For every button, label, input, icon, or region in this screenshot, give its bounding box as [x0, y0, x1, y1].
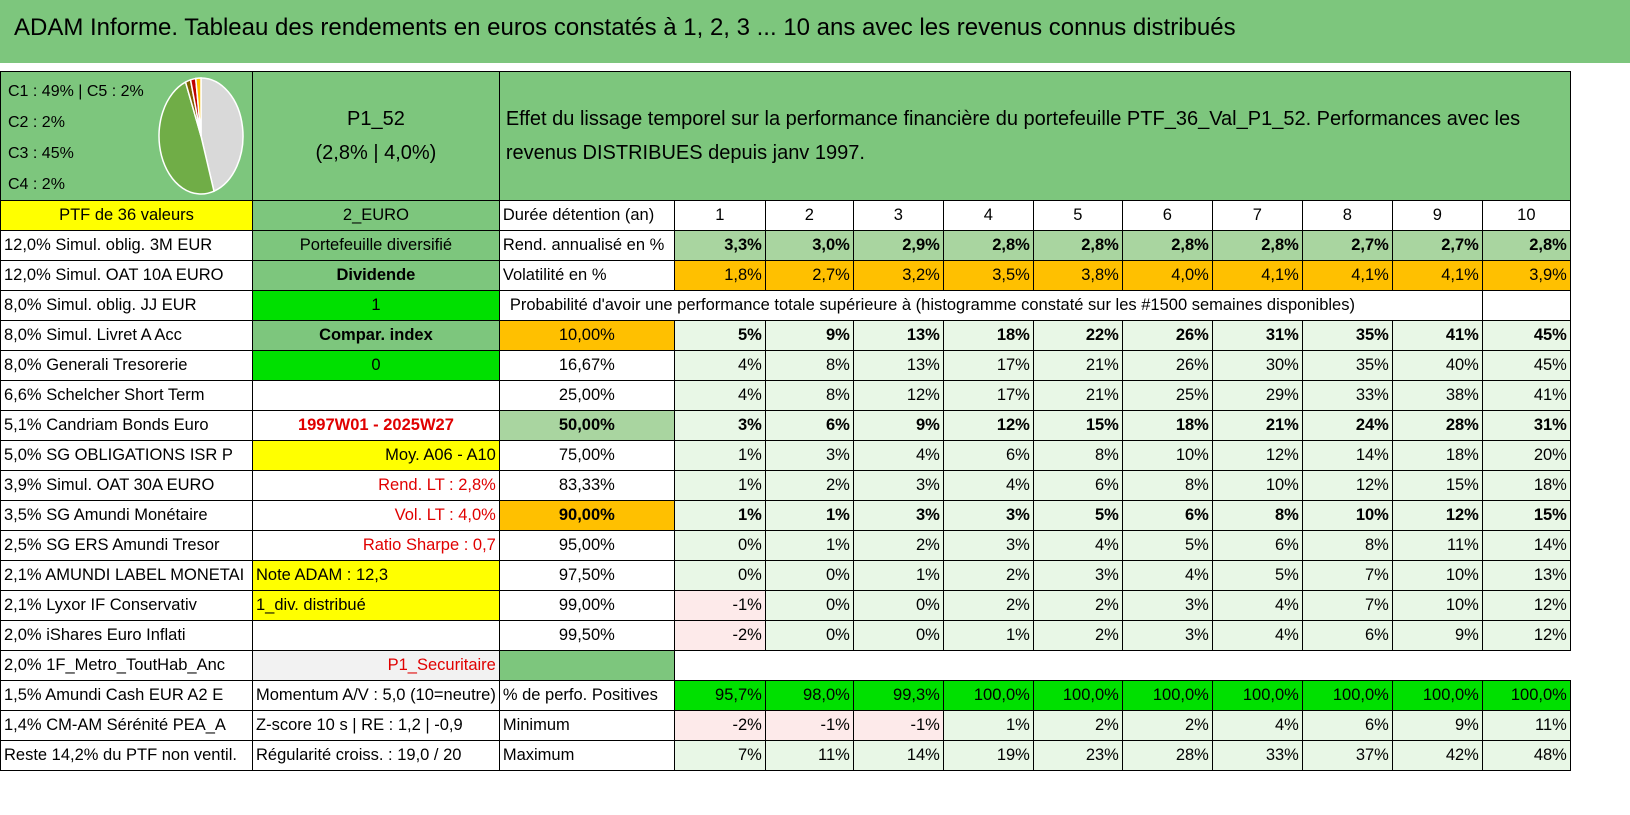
pos-value: 100,0% — [1392, 681, 1482, 711]
proba-value: 40% — [1392, 351, 1482, 381]
proba-value: -1% — [674, 591, 765, 621]
period: 1997W01 - 2025W27 — [253, 411, 500, 441]
max-value: 7% — [674, 741, 765, 771]
pos-value: 100,0% — [1302, 681, 1392, 711]
proba-value: 2% — [853, 531, 943, 561]
vol-value: 3,5% — [943, 261, 1033, 291]
holding: 8,0% Simul. oblig. JJ EUR — [1, 291, 253, 321]
year-header: 2 — [765, 201, 853, 231]
proba-value: 9% — [1392, 621, 1482, 651]
proba-value: 0% — [765, 561, 853, 591]
min-label: Minimum — [499, 711, 674, 741]
quantile: 99,50% — [499, 621, 674, 651]
proba-value: 1% — [765, 531, 853, 561]
proba-value: 1% — [674, 501, 765, 531]
dividend-label: Dividende — [253, 261, 500, 291]
holding: 1,4% CM-AM Sérénité PEA_A — [1, 711, 253, 741]
proba-value: 0% — [765, 621, 853, 651]
proba-value: 11% — [1392, 531, 1482, 561]
min-row — [1, 711, 1571, 741]
proba-value: 1% — [943, 621, 1033, 651]
proba-value: 3% — [943, 501, 1033, 531]
empty-cell — [674, 651, 1570, 681]
proba-value: 4% — [674, 351, 765, 381]
year-header: 8 — [1302, 201, 1392, 231]
min-value: -1% — [765, 711, 853, 741]
proba-value: 9% — [853, 411, 943, 441]
rend-value: 2,8% — [1122, 231, 1212, 261]
max-label: Maximum — [499, 741, 674, 771]
proba-row — [1, 471, 1571, 501]
holding: 12,0% Simul. OAT 10A EURO — [1, 261, 253, 291]
title-bar — [0, 0, 1630, 63]
vol-value: 4,0% — [1122, 261, 1212, 291]
proba-value: 10% — [1392, 561, 1482, 591]
description: Effet du lissage temporel sur la performance financière du portefeuille PTF_36_Val_P1_52. Performances avec les revenus DISTRIBUES depuis janv 1997. — [505, 108, 1521, 164]
proba-value: 22% — [1033, 321, 1122, 351]
holding: 5,0% SG OBLIGATIONS ISR P — [1, 441, 253, 471]
holding: 6,6% Schelcher Short Term — [1, 381, 253, 411]
proba-value: 8% — [765, 351, 853, 381]
pos-label: % de perfo. Positives — [499, 681, 674, 711]
proba-value: 17% — [943, 351, 1033, 381]
proba-value: 0% — [765, 591, 853, 621]
portfolio-summary — [253, 72, 500, 201]
max-value: 14% — [853, 741, 943, 771]
legend-box — [4, 72, 249, 200]
quantile: 50,00% — [499, 411, 674, 441]
separator — [0, 63, 1630, 71]
max-value: 48% — [1482, 741, 1570, 771]
proba-value: 15% — [1482, 501, 1570, 531]
min-value: 11% — [1482, 711, 1570, 741]
year-header: 3 — [853, 201, 943, 231]
proba-value: 10% — [1122, 441, 1212, 471]
quantile: 95,00% — [499, 531, 674, 561]
proba-value: 5% — [674, 321, 765, 351]
proba-value: 0% — [674, 531, 765, 561]
legend-item: C1 : 49% | C5 : 2% — [8, 83, 144, 100]
proba-value: 24% — [1302, 411, 1392, 441]
rend-value: 3,0% — [765, 231, 853, 261]
year-header: 1 — [674, 201, 765, 231]
proba-value: 1% — [674, 471, 765, 501]
duration-label: Durée détention (an) — [499, 201, 674, 231]
proba-value: 8% — [1212, 501, 1302, 531]
proba-value: 10% — [1302, 501, 1392, 531]
proba-value: 4% — [1033, 531, 1122, 561]
description-cell — [499, 72, 1570, 201]
momentum: Momentum A/V : 5,0 (10=neutre) — [253, 681, 500, 711]
vol-label: Volatilité en % — [499, 261, 674, 291]
proba-value: 21% — [1033, 351, 1122, 381]
holding: 8,0% Generali Tresorerie — [1, 351, 253, 381]
diversified-label: Portefeuille diversifié — [253, 231, 500, 261]
rend-value: 2,7% — [1392, 231, 1482, 261]
ptf-label: PTF de 36 valeurs — [1, 201, 253, 231]
max-value: 28% — [1122, 741, 1212, 771]
proba-value: 8% — [765, 381, 853, 411]
proba-value: 21% — [1212, 411, 1302, 441]
allocation-pie-chart — [156, 76, 246, 196]
proba-row — [1, 351, 1571, 381]
profile-row — [1, 651, 1571, 681]
pos-value: 99,3% — [853, 681, 943, 711]
proba-value: 26% — [1122, 351, 1212, 381]
proba-value: 12% — [1482, 621, 1570, 651]
vol-value: 3,8% — [1033, 261, 1122, 291]
max-value: 37% — [1302, 741, 1392, 771]
proba-value: 2% — [943, 591, 1033, 621]
min-value: 2% — [1033, 711, 1122, 741]
min-value: -1% — [853, 711, 943, 741]
year-header: 4 — [943, 201, 1033, 231]
proba-value: 4% — [1212, 621, 1302, 651]
year-header: 7 — [1212, 201, 1302, 231]
max-value: 33% — [1212, 741, 1302, 771]
proba-row — [1, 531, 1571, 561]
rend-label: Rend. annualisé en % — [499, 231, 674, 261]
max-value: 19% — [943, 741, 1033, 771]
min-value: 1% — [943, 711, 1033, 741]
proba-value: 1% — [674, 441, 765, 471]
pos-value: 100,0% — [943, 681, 1033, 711]
proba-value: 12% — [1392, 501, 1482, 531]
proba-value: 26% — [1122, 321, 1212, 351]
holding: 3,5% SG Amundi Monétaire — [1, 501, 253, 531]
proba-value: 0% — [853, 621, 943, 651]
proba-value: 14% — [1482, 531, 1570, 561]
proba-value: 20% — [1482, 441, 1570, 471]
years-header-row — [1, 201, 1571, 231]
holding: 5,1% Candriam Bonds Euro — [1, 411, 253, 441]
quantile: 10,00% — [499, 321, 674, 351]
proba-value: 13% — [853, 351, 943, 381]
proba-value: 8% — [1302, 531, 1392, 561]
proba-value: 41% — [1392, 321, 1482, 351]
proba-value: 3% — [1122, 621, 1212, 651]
rend-value: 2,9% — [853, 231, 943, 261]
rend-lt: Rend. LT : 2,8% — [253, 471, 500, 501]
holding: 3,9% Simul. OAT 30A EURO — [1, 471, 253, 501]
vol-lt: Vol. LT : 4,0% — [253, 501, 500, 531]
proba-value: 33% — [1302, 381, 1392, 411]
proba-value: 18% — [1122, 411, 1212, 441]
proba-value: 6% — [943, 441, 1033, 471]
rend-row — [1, 231, 1571, 261]
pos-value: 100,0% — [1212, 681, 1302, 711]
quantile: 83,33% — [499, 471, 674, 501]
proba-row — [1, 321, 1571, 351]
proba-value: 4% — [1212, 591, 1302, 621]
note-adam: Note ADAM : 12,3 — [253, 561, 500, 591]
legend-item: C3 : 45% — [8, 145, 74, 162]
quantile: 99,00% — [499, 591, 674, 621]
pos-value: 95,7% — [674, 681, 765, 711]
div-distributed: 1_div. distribué — [253, 591, 500, 621]
vol-value: 3,9% — [1482, 261, 1570, 291]
vol-value: 4,1% — [1212, 261, 1302, 291]
proba-value: 17% — [943, 381, 1033, 411]
proba-value: 0% — [674, 561, 765, 591]
max-value: 42% — [1392, 741, 1482, 771]
dividend-value: 1 — [253, 291, 500, 321]
empty-cell — [253, 381, 500, 411]
proba-value: 5% — [1212, 561, 1302, 591]
vol-value: 4,1% — [1302, 261, 1392, 291]
proba-row — [1, 621, 1571, 651]
proba-value: 38% — [1392, 381, 1482, 411]
proba-value: 3% — [765, 441, 853, 471]
proba-value: 28% — [1392, 411, 1482, 441]
proba-title-row — [1, 291, 1571, 321]
zscore: Z-score 10 s | RE : 1,2 | -0,9 — [253, 711, 500, 741]
proba-value: 0% — [853, 591, 943, 621]
empty-cell — [253, 621, 500, 651]
proba-value: 45% — [1482, 351, 1570, 381]
proba-value: 6% — [765, 411, 853, 441]
proba-title: Probabilité d'avoir une performance totale supérieure à (histogramme constaté sur les #1500 semaines disponibles) — [499, 291, 1482, 321]
proba-value: 5% — [1122, 531, 1212, 561]
holding: 8,0% Simul. Livret A Acc — [1, 321, 253, 351]
proba-value: 1% — [853, 561, 943, 591]
holding: 2,1% AMUNDI LABEL MONETAI — [1, 561, 253, 591]
proba-value: 4% — [853, 441, 943, 471]
proba-row — [1, 591, 1571, 621]
page-title: ADAM Informe. Tableau des rendements en euros constatés à 1, 2, 3 ... 10 ans avec les revenus connus distribués — [14, 14, 1236, 41]
sharpe: Ratio Sharpe : 0,7 — [253, 531, 500, 561]
proba-value: 18% — [943, 321, 1033, 351]
rend-value: 3,3% — [674, 231, 765, 261]
proba-value: 30% — [1212, 351, 1302, 381]
proba-value: 2% — [765, 471, 853, 501]
max-row — [1, 741, 1571, 771]
pos-value: 100,0% — [1482, 681, 1570, 711]
rend-value: 2,8% — [943, 231, 1033, 261]
proba-value: 4% — [674, 381, 765, 411]
proba-value: 12% — [1302, 471, 1392, 501]
proba-value: 9% — [765, 321, 853, 351]
max-value: 11% — [765, 741, 853, 771]
proba-value: 6% — [1212, 531, 1302, 561]
pos-value: 100,0% — [1033, 681, 1122, 711]
composition-legend — [1, 72, 253, 201]
proba-value: 3% — [943, 531, 1033, 561]
proba-value: 35% — [1302, 321, 1392, 351]
header-block — [1, 72, 1571, 201]
proba-value: 1% — [765, 501, 853, 531]
proba-value: 2% — [1033, 591, 1122, 621]
pos-value: 100,0% — [1122, 681, 1212, 711]
proba-value: 31% — [1212, 321, 1302, 351]
proba-value: 2% — [943, 561, 1033, 591]
rend-value: 2,8% — [1212, 231, 1302, 261]
proba-row — [1, 441, 1571, 471]
proba-value: 10% — [1392, 591, 1482, 621]
proba-row — [1, 501, 1571, 531]
proba-value: 10% — [1212, 471, 1302, 501]
proba-value: 3% — [674, 411, 765, 441]
legend-item: C2 : 2% — [8, 114, 65, 131]
proba-value: 12% — [853, 381, 943, 411]
max-value: 23% — [1033, 741, 1122, 771]
holding: 1,5% Amundi Cash EUR A2 E — [1, 681, 253, 711]
proba-value: 4% — [1122, 561, 1212, 591]
empty-cell — [1482, 291, 1570, 321]
proba-value: 6% — [1122, 501, 1212, 531]
holding: 2,1% Lyxor IF Conservativ — [1, 591, 253, 621]
pos-value: 98,0% — [765, 681, 853, 711]
legend-item: C4 : 2% — [8, 176, 65, 193]
proba-value: 6% — [1033, 471, 1122, 501]
proba-value: 14% — [1302, 441, 1392, 471]
proba-value: 7% — [1302, 561, 1392, 591]
vol-row — [1, 261, 1571, 291]
empty-cell — [499, 651, 674, 681]
compar-value: 0 — [253, 351, 500, 381]
year-header: 10 — [1482, 201, 1570, 231]
quantile: 90,00% — [499, 501, 674, 531]
rend-value: 2,7% — [1302, 231, 1392, 261]
proba-value: 25% — [1122, 381, 1212, 411]
vol-value: 3,2% — [853, 261, 943, 291]
min-value: 4% — [1212, 711, 1302, 741]
currency-label: 2_EURO — [253, 201, 500, 231]
holding: 2,0% 1F_Metro_ToutHab_Anc — [1, 651, 253, 681]
proba-value: 4% — [943, 471, 1033, 501]
proba-value: 3% — [1033, 561, 1122, 591]
min-value: 9% — [1392, 711, 1482, 741]
proba-value: 8% — [1122, 471, 1212, 501]
compar-label: Compar. index — [253, 321, 500, 351]
proba-value: 18% — [1482, 471, 1570, 501]
quantile: 75,00% — [499, 441, 674, 471]
proba-value: -2% — [674, 621, 765, 651]
vol-value: 2,7% — [765, 261, 853, 291]
profile-label: P1_Securitaire — [253, 651, 500, 681]
rend-value: 2,8% — [1033, 231, 1122, 261]
holding: 2,5% SG ERS Amundi Tresor — [1, 531, 253, 561]
portfolio-stats: (2,8% | 4,0%) — [315, 142, 437, 164]
proba-value: 13% — [1482, 561, 1570, 591]
vol-value: 1,8% — [674, 261, 765, 291]
proba-value: 18% — [1392, 441, 1482, 471]
proba-value: 3% — [853, 471, 943, 501]
proba-row — [1, 381, 1571, 411]
proba-value: 7% — [1302, 591, 1392, 621]
min-value: 2% — [1122, 711, 1212, 741]
proba-value: 3% — [853, 501, 943, 531]
min-value: 6% — [1302, 711, 1392, 741]
proba-value: 21% — [1033, 381, 1122, 411]
holding: Reste 14,2% du PTF non ventil. — [1, 741, 253, 771]
year-header: 6 — [1122, 201, 1212, 231]
proba-value: 45% — [1482, 321, 1570, 351]
quantile: 25,00% — [499, 381, 674, 411]
regularity: Régularité croiss. : 19,0 / 20 — [253, 741, 500, 771]
proba-value: 8% — [1033, 441, 1122, 471]
proba-value: 12% — [1482, 591, 1570, 621]
proba-value: 31% — [1482, 411, 1570, 441]
proba-row — [1, 411, 1571, 441]
min-value: -2% — [674, 711, 765, 741]
rend-value: 2,8% — [1482, 231, 1570, 261]
proba-value: 12% — [943, 411, 1033, 441]
proba-value: 12% — [1212, 441, 1302, 471]
positive-row — [1, 681, 1571, 711]
moy-label: Moy. A06 - A10 — [253, 441, 500, 471]
proba-value: 6% — [1302, 621, 1392, 651]
proba-value: 15% — [1392, 471, 1482, 501]
proba-value: 15% — [1033, 411, 1122, 441]
proba-value: 2% — [1033, 621, 1122, 651]
proba-value: 35% — [1302, 351, 1392, 381]
holding: 2,0% iShares Euro Inflati — [1, 621, 253, 651]
vol-value: 4,1% — [1392, 261, 1482, 291]
proba-value: 13% — [853, 321, 943, 351]
proba-value: 3% — [1122, 591, 1212, 621]
year-header: 5 — [1033, 201, 1122, 231]
quantile: 97,50% — [499, 561, 674, 591]
quantile: 16,67% — [499, 351, 674, 381]
proba-value: 29% — [1212, 381, 1302, 411]
portfolio-code: P1_52 — [347, 108, 405, 130]
proba-row — [1, 561, 1571, 591]
proba-value: 5% — [1033, 501, 1122, 531]
returns-table — [0, 71, 1571, 771]
proba-value: 41% — [1482, 381, 1570, 411]
holding: 12,0% Simul. oblig. 3M EUR — [1, 231, 253, 261]
year-header: 9 — [1392, 201, 1482, 231]
